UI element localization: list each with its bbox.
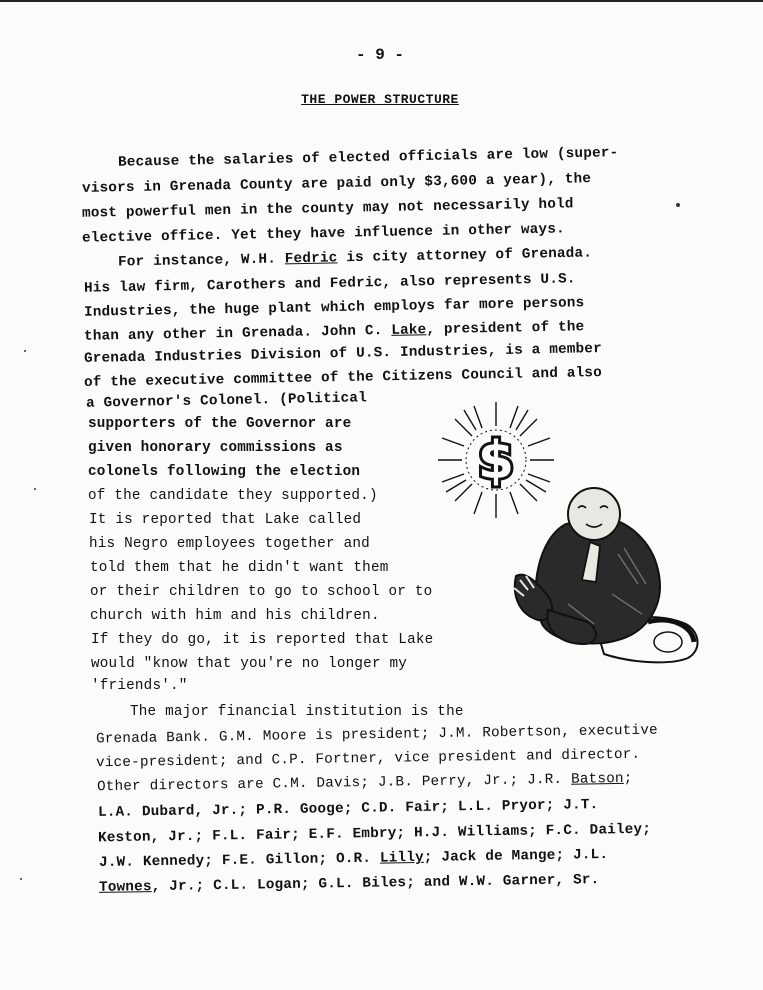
para2-line-9: given honorary commissions as — [88, 440, 343, 456]
para3-line-8: Townes, Jr.; C.L. Logan; G.L. Biles; and W.W. Garner, Sr. — [98, 872, 600, 896]
para2-line-11: of the candidate they supported.) — [88, 488, 378, 504]
para3-line-6: Keston, Jr.; F.L. Fair; E.F. Embry; H.J. Williams; F.C. Dailey; — [97, 821, 652, 847]
para3-line-7: J.W. Kennedy; F.E. Gillon; O.R. Lilly; Jack de Mange; J.L. — [98, 847, 609, 871]
para2-line-18: would "know that you're no longer my — [91, 656, 408, 672]
para1-line-1: Because the salaries of elected officials are low (super- — [117, 145, 619, 171]
scan-speck — [20, 878, 22, 880]
para1-line-2: visors in Grenada County are paid only $3,600 a year), the — [81, 171, 592, 197]
para3-line-5: L.A. Dubard, Jr.; P.R. Googe; C.D. Fair; L.L. Pryor; J.T. — [97, 797, 599, 821]
dollar-symbol: $ — [477, 431, 515, 491]
para2-line-16: church with him and his children. — [90, 608, 380, 624]
para2-line-4: than any other in Grenada. John C. Lake, president of the — [83, 319, 585, 345]
para3-line-3: vice-president; and C.P. Fortner, vice president and director. — [95, 746, 641, 772]
para2-line-3: Industries, the huge plant which employs far more persons — [83, 295, 585, 321]
para1-line-4: elective office. Yet they have influence in other ways. — [81, 221, 565, 247]
para2-line-12: It is reported that Lake called — [89, 512, 362, 528]
para2-line-13: his Negro employees together and — [89, 536, 370, 552]
para3-line-4: Other directors are C.M. Davis; J.B. Perry, Jr.; J.R. Batson; — [96, 770, 633, 796]
para2-line-8: supporters of the Governor are — [88, 416, 352, 432]
scan-speck — [24, 350, 26, 352]
para2-line-10: colonels following the election — [88, 464, 361, 480]
praying-figure-icon — [508, 484, 704, 666]
name-lake: Lake — [391, 322, 427, 339]
para2-line-15: or their children to go to school or to — [90, 584, 433, 600]
para2-line-7: a Governor's Colonel. (Political — [85, 390, 368, 412]
para2-line-17: If they do go, it is reported that Lake — [91, 632, 434, 648]
para2-line-5: Grenada Industries Division of U.S. Industries, is a member — [83, 341, 603, 367]
page-heading: THE POWER STRUCTURE — [301, 92, 459, 107]
name-fedric: Fedric — [284, 250, 338, 268]
name-townes: Townes — [98, 879, 152, 896]
para2-line-6: of the executive committee of the Citizens Council and also — [83, 365, 603, 391]
para3-line-2: Grenada Bank. G.M. Moore is president; J.M. Robertson, executive — [95, 722, 658, 748]
name-lilly: Lilly — [379, 849, 424, 867]
para2-line-14: told them that he didn't want them — [90, 560, 389, 576]
name-batson: Batson — [570, 770, 624, 788]
top-border — [0, 0, 763, 2]
para2-line-19: 'friends'." — [91, 678, 188, 694]
para2-line-2: His law firm, Carothers and Fedric, also represents U.S. — [83, 271, 576, 297]
page-number: - 9 - — [355, 46, 404, 64]
scan-speck — [676, 203, 680, 207]
para1-line-3: most powerful men in the county may not necessarily hold — [81, 196, 574, 222]
para2-line-1: For instance, W.H. Fedric is city attorney of Grenada. — [117, 245, 593, 271]
scan-speck — [34, 488, 36, 490]
para3-line-1: The major financial institution is the — [130, 704, 464, 720]
